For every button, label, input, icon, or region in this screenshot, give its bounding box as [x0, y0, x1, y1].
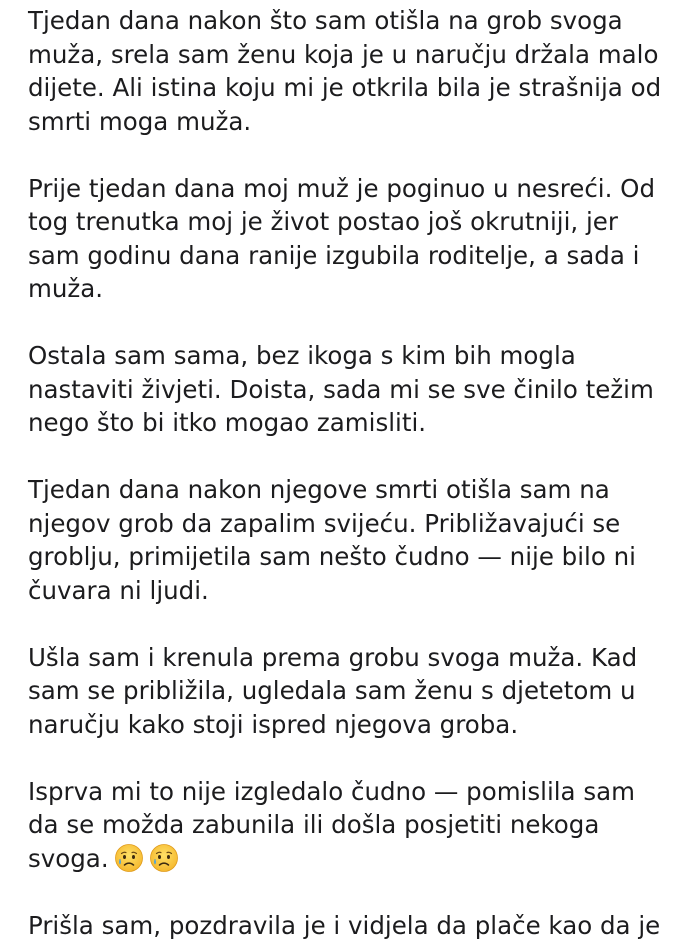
text-line: sam se približila, ugledala sam ženu s djetetom u	[28, 676, 636, 705]
paragraph-2	[28, 172, 696, 306]
text-line: svoga.	[28, 843, 109, 873]
text-line: naručju kako stoji ispred njegova groba.	[28, 709, 519, 739]
text-line: dijete. Ali istina koju mi je otkrila bila je strašnija od	[28, 73, 662, 102]
text-line: Tjedan dana nakon što sam otišla na grob svoga	[28, 6, 623, 35]
text-line-with-emojis	[28, 844, 179, 873]
text-line: smrti moga muža.	[28, 106, 252, 136]
text-line: nastaviti živjeti. Doista, sada mi se sve činilo težim	[28, 374, 654, 404]
text-line: tog trenutka moj je život postao još okrutniji, jer	[28, 207, 618, 236]
paragraph-gap	[28, 306, 696, 340]
text-line: groblju, primijetila sam nešto čudno — nije bilo ni	[28, 542, 636, 571]
sad-relieved-face-icon	[114, 843, 144, 873]
paragraph-7	[28, 909, 696, 943]
text-line: sam godinu dana ranije izgubila roditelje, a sada i	[28, 240, 640, 270]
text-line: Isprva mi to nije izgledalo čudno — pomislila sam	[28, 776, 635, 806]
text-line: Tjedan dana nakon njegove smrti otišla sam na	[28, 475, 610, 504]
text-line: muža, srela sam ženu koja je u naručju držala malo	[28, 39, 659, 69]
text-line: Ostala sam sama, bez ikoga s kim bih mogla	[28, 341, 576, 370]
paragraph-5	[28, 641, 696, 742]
paragraph-gap	[28, 607, 696, 641]
text-line: muža.	[28, 274, 104, 303]
paragraph-gap	[28, 138, 696, 172]
text-line: njegov grob da zapalim svijeću. Približavajući se	[28, 508, 621, 538]
text-line: čuvara ni ljudi.	[28, 575, 209, 605]
paragraph-gap	[28, 741, 696, 775]
text-line: da se možda zabunila ili došla posjetiti nekoga	[28, 810, 600, 839]
text-line: Prije tjedan dana moj muž je poginuo u nesreći. Od	[28, 173, 656, 203]
paragraph-3	[28, 339, 696, 440]
text-line: Ušla sam i krenula prema grobu svoga muža. Kad	[28, 642, 638, 672]
sad-relieved-face-icon	[149, 843, 179, 873]
text-line: Prišla sam, pozdravila je i vidjela da plače kao da je	[28, 910, 661, 940]
paragraph-1	[28, 4, 696, 138]
paragraph-4	[28, 473, 696, 607]
paragraph-gap	[28, 875, 696, 909]
paragraph-gap	[28, 440, 696, 474]
text-line: nego što bi itko mogao zamisliti.	[28, 408, 427, 437]
paragraph-6	[28, 775, 696, 876]
post-text	[28, 4, 696, 942]
